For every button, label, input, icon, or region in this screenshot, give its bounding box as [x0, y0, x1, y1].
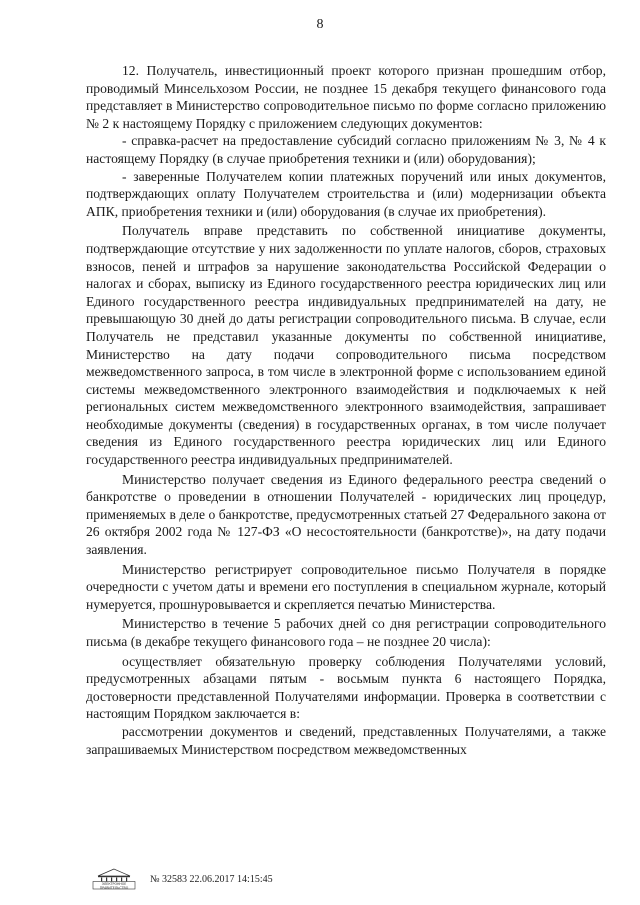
list-item-calculation: - справка-расчет на предоставление субсидий согласно приложениям № 3, № 4 к настоящему Порядку (в случае приобретения техники и (или) оборудования); [86, 133, 606, 166]
paragraph-verification: осуществляет обязательную проверку соблюдения Получателями условий, предусмотренных абзацами пятым - восьмым пункта 6 настоящего Порядка, достоверности представленной Получателями информации. Проверка в соответствии с настоящим Порядком заключается в: [86, 653, 606, 722]
registration-stamp: № 32583 22.06.2017 14:15:45 [150, 874, 273, 885]
paragraph-own-initiative: Получатель вправе представить по собственной инициативе документы, подтверждающие отсутствие у них задолженности по уплате налогов, сборов, страховых взносов, пеней и штрафов за нарушение законодательства Российской Федерации о налогах и сборах, выписку из Единого государственного реестра юридических лиц или Единого государственного реестра индивидуальных предпринимателей на дату, не превышающую 30 дней до даты регистрации сопроводительного письма. В случае, если Получатель не представил указанные документы по собственной инициативе, Министерство на дату подачи сопроводительного письма посредством межведомственного запроса, в том числе в электронной форме с использованием единой системы межведомственного электронного взаимодействия и подключаемых к ней региональных систем межведомственного электронного взаимодействия, запрашивает необходимые документы (сведения) в государственных органах, в том числе получает сведения из Единого государственного реестра юридических лиц или Единого государственного реестра индивидуальных предпринимателей. [86, 223, 606, 468]
paragraph-review: рассмотрении документов и сведений, представленных Получателями, а также запрашиваемых Министерством посредством межведомственных [86, 723, 606, 757]
footer-stamp [92, 868, 452, 894]
paragraph-12: 12. Получатель, инвестиционный проект которого признан прошедшим отбор, проводимый Минсельхозом России, не позднее 15 декабря текущего финансового года представляет в Министерство сопроводительное письмо по форме согласно приложению № 2 к настоящему Порядку с приложением следующих документов: [86, 63, 606, 131]
government-building-icon [92, 868, 136, 890]
page-number: 8 [316, 17, 324, 32]
paragraph-five-days: Министерство в течение 5 рабочих дней со дня регистрации сопроводительного письма (в декабре текущего финансового года – не позднее 20 числа): [86, 616, 606, 649]
logo-caption: ЭЛЕКТРОННОЕ ПРАВИТЕЛЬСТВО [99, 882, 129, 890]
document-body [86, 62, 606, 758]
paragraph-bankruptcy-registry: Министерство получает сведения из Единого федерального реестра сведений о банкротстве о проведении в отношении Получателей - юридических лиц процедур, применяемых в деле о банкротстве, предусмотренных статьей 27 Федерального закона от 26 октября 2002 года № 127-ФЗ «О несостоятельности (банкротстве)», на дату подачи заявления. [86, 471, 606, 558]
paragraph-registration: Министерство регистрирует сопроводительное письмо Получателя в порядке очередности с учетом даты и времени его поступления в специальном журнале, который нумеруется, прошнуровывается и скрепляется печатью Министерства. [86, 561, 606, 612]
list-item-payment-copies: - заверенные Получателем копии платежных поручений или иных документов, подтверждающих оплату Получателем строительства и (или) модернизации объекта АПК, приобретения техники и (или) оборудования (в случае их приобретения). [86, 168, 606, 219]
